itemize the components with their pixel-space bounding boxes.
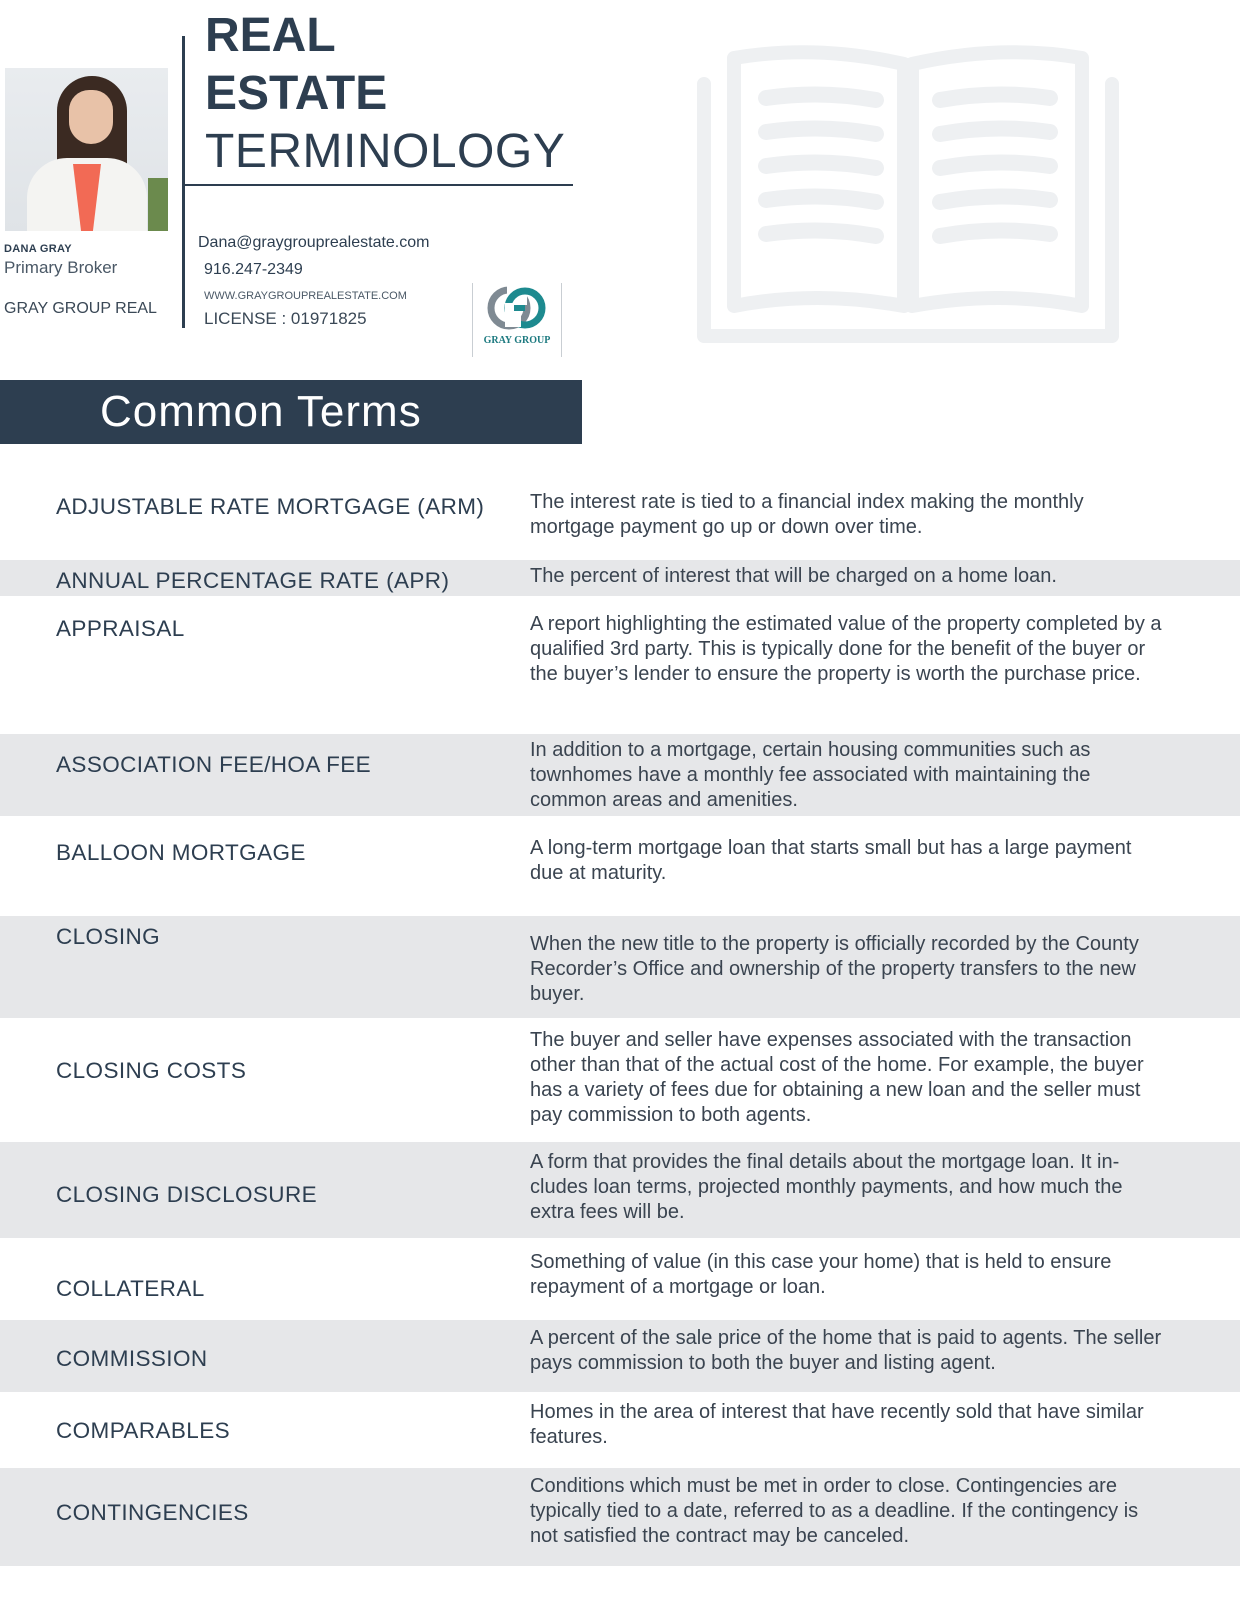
title-line-3: TERMINOLOGY	[205, 125, 566, 178]
title-divider-horizontal	[185, 184, 573, 186]
table-row	[0, 480, 1240, 560]
table-row	[0, 816, 1240, 916]
term-definition: A report highlighting the estimated value of the property completed by a qualified 3rd party. This is typically done for the benefit of the buyer or the buyer’s lender to ensure the property is worth the purchase price.	[530, 613, 1162, 685]
section-title: Common Terms	[100, 387, 422, 436]
term-definition: Conditions which must be met in order to close. Contingencies are typically tied to a date, referred to as a deadline. If the contingency is not satisfied the contract may be canceled.	[530, 1475, 1139, 1547]
term-label: COMMISSION	[56, 1346, 208, 1371]
term-definition: Something of value (in this case your home) that is held to ensure repayment of a mortgage or loan.	[530, 1251, 1112, 1298]
agent-name: DANA GRAY	[4, 243, 72, 255]
table-row	[0, 1468, 1240, 1566]
table-row	[0, 1018, 1240, 1142]
contact-license: LICENSE : 01971825	[204, 309, 367, 328]
term-label: BALLOON MORTGAGE	[56, 840, 306, 865]
term-definition: A form that provides the final details about the mortgage loan. It in-cludes loan terms, projected monthly payments, and how much the extra fees will be.	[530, 1151, 1123, 1223]
table-row	[0, 1142, 1240, 1238]
table-row	[0, 734, 1240, 816]
open-book-icon	[696, 36, 1120, 348]
term-definition: Homes in the area of interest that have recently sold that have similar features.	[530, 1401, 1144, 1448]
table-row	[0, 1320, 1240, 1392]
gg-monogram-icon	[487, 285, 547, 331]
term-definition: In addition to a mortgage, certain housing communities such as townhomes have a monthly fee associated with maintaining the common areas and amenities.	[530, 739, 1091, 811]
table-row	[0, 916, 1240, 1018]
term-definition: The percent of interest that will be charged on a home loan.	[530, 565, 1057, 587]
term-definition: The buyer and seller have expenses associated with the transaction other than that of the actual cost of the home. For example, the buyer has a variety of fees due for obtaining a new loan and the seller must pay commission to both agents.	[530, 1029, 1144, 1126]
logo-text: GRAY GROUP	[483, 335, 551, 346]
agent-company: GRAY GROUP REAL	[4, 300, 157, 317]
term-label: CLOSING COSTS	[56, 1058, 247, 1083]
table-row	[0, 560, 1240, 596]
term-definition: When the new title to the property is officially recorded by the County Recorder’s Office and ownership of the property transfers to the new buyer.	[530, 933, 1139, 1005]
title-line-2: ESTATE	[205, 67, 388, 120]
agent-photo	[5, 68, 168, 231]
contact-website[interactable]: WWW.GRAYGROUPREALESTATE.COM	[204, 290, 407, 302]
agent-role: Primary Broker	[4, 258, 118, 277]
term-label: ASSOCIATION FEE/HOA FEE	[56, 752, 372, 777]
table-row	[0, 1238, 1240, 1320]
term-label: ANNUAL PERCENTAGE RATE (APR)	[56, 568, 450, 593]
term-label: COMPARABLES	[56, 1418, 231, 1443]
title-divider-vertical	[182, 36, 185, 328]
term-label: APPRAISAL	[56, 616, 185, 641]
term-definition: A percent of the sale price of the home that is paid to agents. The seller pays commission to both the buyer and listing agent.	[530, 1327, 1162, 1374]
table-row	[0, 1392, 1240, 1468]
title-line-1: REAL	[205, 9, 336, 62]
term-label: CLOSING DISCLOSURE	[56, 1182, 318, 1207]
term-label: CONTINGENCIES	[56, 1500, 249, 1525]
gray-group-logo	[472, 283, 562, 357]
table-row	[0, 596, 1240, 734]
term-label: ADJUSTABLE RATE MORTGAGE (ARM)	[56, 494, 485, 519]
term-definition: The interest rate is tied to a financial index making the monthly mortgage payment go up or down over time.	[530, 491, 1084, 538]
term-definition: A long-term mortgage loan that starts small but has a large payment due at maturity.	[530, 837, 1132, 884]
contact-email[interactable]: Dana@graygrouprealestate.com	[198, 234, 430, 251]
term-label: CLOSING	[56, 924, 161, 949]
term-label: COLLATERAL	[56, 1276, 205, 1301]
contact-phone[interactable]: 916.247-2349	[204, 261, 303, 278]
